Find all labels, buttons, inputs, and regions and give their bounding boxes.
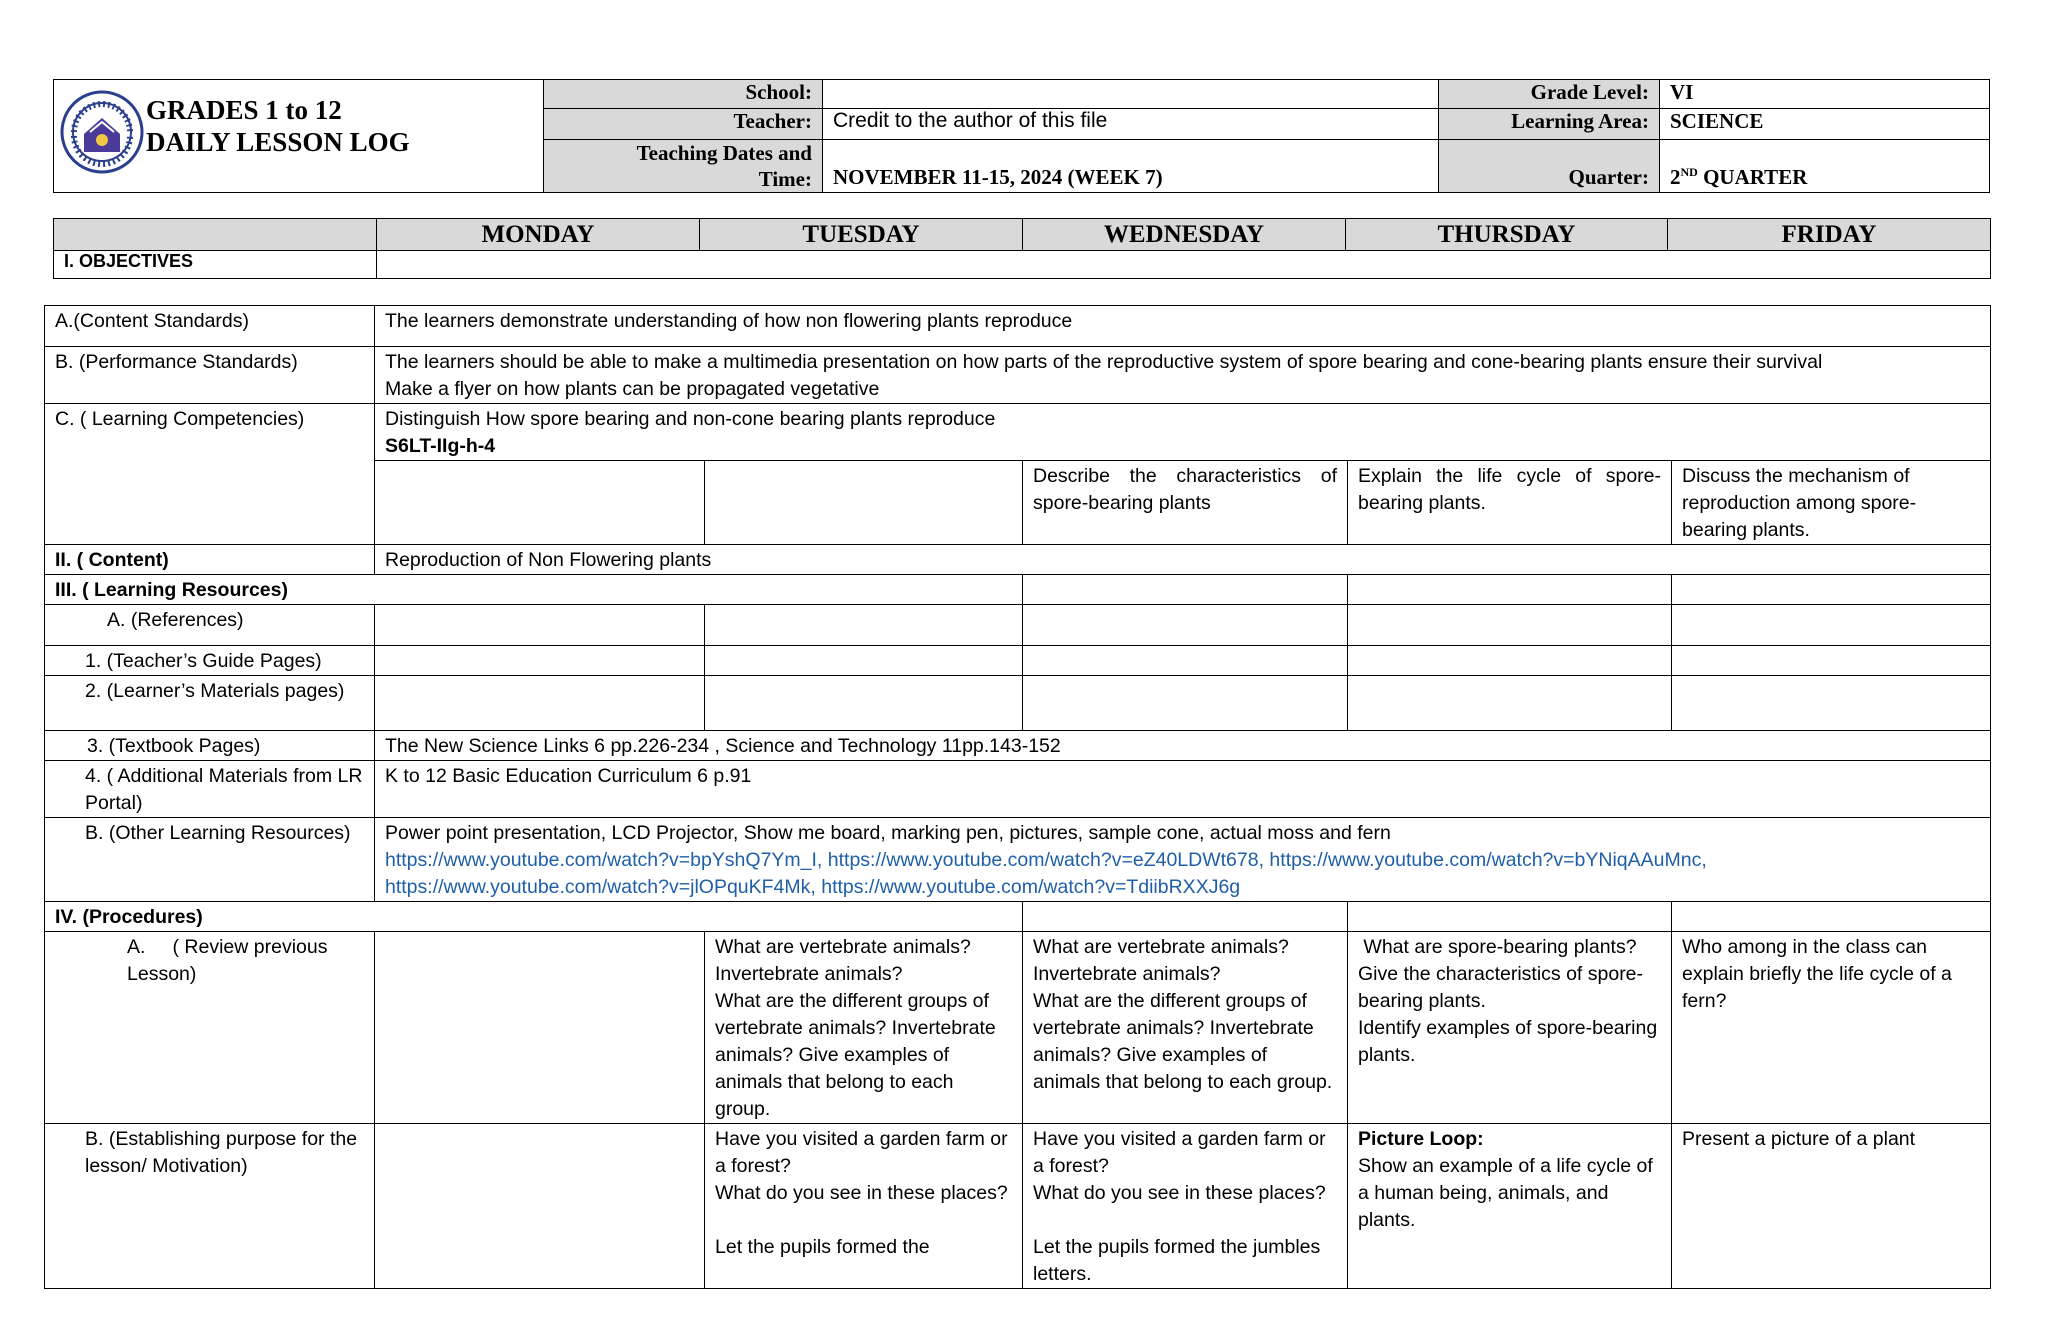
textbook-pages-value: The New Science Links 6 pp.226-234 , Science and Technology 11pp.143-152 bbox=[375, 731, 1991, 761]
review-lesson-label bbox=[45, 932, 375, 1124]
school-label: School: bbox=[544, 80, 823, 109]
grade-level-label: Grade Level: bbox=[1439, 80, 1660, 109]
quarter-number: 2 bbox=[1670, 165, 1681, 189]
lm-thursday bbox=[1348, 676, 1672, 731]
teaching-dates-value: NOVEMBER 11-15, 2024 (WEEK 7) bbox=[823, 140, 1439, 193]
learning-competency-text: Distinguish How spore bearing and non-cone bearing plants reproduce bbox=[385, 408, 996, 430]
content-standards-value: The learners demonstrate understanding of how non flowering plants reproduce bbox=[375, 306, 1991, 347]
day-thursday: THURSDAY bbox=[1346, 219, 1668, 251]
resources-friday-blank bbox=[1672, 575, 1991, 605]
quarter-word: QUARTER bbox=[1697, 165, 1808, 189]
other-resources-label: B. (Other Learning Resources) bbox=[45, 818, 375, 902]
day-monday: MONDAY bbox=[377, 219, 700, 251]
learning-competency-code: S6LT-IIg-h-4 bbox=[385, 435, 496, 457]
table-row bbox=[45, 545, 1991, 575]
tg-wednesday bbox=[1023, 646, 1348, 676]
review-thursday: What are spore-bearing plants? Give the characteristics of spore-bearing plants. Identify examples of spore-bearing plants. bbox=[1348, 932, 1672, 1124]
textbook-pages-label: 3. (Textbook Pages) bbox=[45, 731, 375, 761]
learning-area-value: SCIENCE bbox=[1660, 109, 1990, 140]
teachers-guide-label: 1. (Teacher’s Guide Pages) bbox=[45, 646, 375, 676]
days-table bbox=[53, 218, 1991, 279]
purpose-tuesday: Have you visited a garden farm or a forest? What do you see in these places? Let the pupils formed the bbox=[705, 1124, 1023, 1289]
performance-standards-value bbox=[375, 347, 1991, 404]
document-title bbox=[146, 94, 410, 158]
purpose-wednesday: Have you visited a garden farm or a forest? What do you see in these places? Let the pupils formed the jumbles letters. bbox=[1023, 1124, 1348, 1289]
teacher-value: Credit to the author of this file bbox=[823, 109, 1439, 140]
objectives-label: I. OBJECTIVES bbox=[54, 251, 377, 279]
purpose-friday: Present a picture of a plant bbox=[1672, 1124, 1991, 1289]
resources-thursday-blank bbox=[1023, 575, 1348, 605]
performance-standards-line-1: The learners should be able to make a multimedia presentation on how parts of the reproductive system of spore bearing and cone-bearing plants ensure their survival bbox=[385, 351, 1823, 373]
content-label: II. ( Content) bbox=[45, 545, 375, 575]
days-corner-cell bbox=[54, 219, 377, 251]
table-row bbox=[45, 347, 1991, 404]
review-friday: Who among in the class can explain briefly the life cycle of a fern? bbox=[1672, 932, 1991, 1124]
content-value: Reproduction of Non Flowering plants bbox=[375, 545, 1991, 575]
picture-loop-heading: Picture Loop: bbox=[1358, 1128, 1484, 1150]
table-row bbox=[45, 306, 1991, 347]
school-value bbox=[823, 80, 1439, 109]
additional-materials-label: 4. ( Additional Materials from LR Portal) bbox=[45, 761, 375, 818]
youtube-links-line-1[interactable]: https://www.youtube.com/watch?v=bpYshQ7Ym_I, https://www.youtube.com/watch?v=eZ40LDWt678, https://www.youtube.com/watch?v=bYNiqAAuMnc, bbox=[385, 849, 1707, 871]
tg-friday bbox=[1672, 646, 1991, 676]
procedures-label: IV. (Procedures) bbox=[45, 902, 1023, 932]
review-monday bbox=[375, 932, 705, 1124]
performance-standards-label: B. (Performance Standards) bbox=[45, 347, 375, 404]
establishing-purpose-label: B. (Establishing purpose for the lesson/ Motivation) bbox=[45, 1124, 375, 1289]
table-row bbox=[45, 404, 1991, 461]
purpose-monday bbox=[375, 1124, 705, 1289]
references-monday bbox=[375, 605, 705, 646]
references-tuesday bbox=[705, 605, 1023, 646]
quarter-value bbox=[1660, 140, 1990, 193]
quarter-suffix: ND bbox=[1680, 165, 1698, 179]
learners-materials-label: 2. (Learner’s Materials pages) bbox=[45, 676, 375, 731]
learning-area-label: Learning Area: bbox=[1439, 109, 1660, 140]
table-row bbox=[45, 575, 1991, 605]
competency-wednesday: Describe the characteristics of spore-bearing plants bbox=[1023, 461, 1348, 545]
table-row bbox=[45, 932, 1991, 1124]
purpose-thursday bbox=[1348, 1124, 1672, 1289]
deped-seal-icon bbox=[60, 90, 144, 174]
learning-competencies-label: C. ( Learning Competencies) bbox=[45, 404, 375, 545]
day-wednesday: WEDNESDAY bbox=[1023, 219, 1346, 251]
teaching-dates-label-2: Time: bbox=[758, 167, 812, 191]
lesson-log-table bbox=[44, 305, 1991, 1289]
lm-friday bbox=[1672, 676, 1991, 731]
teaching-dates-label-1: Teaching Dates and bbox=[636, 141, 812, 165]
table-row bbox=[45, 761, 1991, 818]
lm-monday bbox=[375, 676, 705, 731]
tg-monday bbox=[375, 646, 705, 676]
title-line-1: GRADES 1 to 12 bbox=[146, 95, 342, 125]
review-tuesday: What are vertebrate animals? Invertebrate animals? What are the different groups of vertebrate animals? Invertebrate animals? Give examples of animals that belong to each group. bbox=[705, 932, 1023, 1124]
table-row bbox=[45, 676, 1991, 731]
day-tuesday: TUESDAY bbox=[700, 219, 1023, 251]
table-row bbox=[45, 1124, 1991, 1289]
teaching-dates-label bbox=[544, 140, 823, 193]
title-line-2: DAILY LESSON LOG bbox=[146, 127, 410, 157]
other-resources-value bbox=[375, 818, 1991, 902]
learning-competencies-value bbox=[375, 404, 1991, 461]
procedures-thursday-blank bbox=[1348, 902, 1672, 932]
references-friday bbox=[1672, 605, 1991, 646]
table-row bbox=[45, 605, 1991, 646]
resources-wednesday-blank bbox=[1348, 575, 1672, 605]
table-row bbox=[45, 731, 1991, 761]
competency-monday bbox=[375, 461, 705, 545]
performance-standards-line-2: Make a flyer on how plants can be propagated vegetative bbox=[385, 378, 880, 400]
content-standards-label: A.(Content Standards) bbox=[45, 306, 375, 347]
youtube-links-line-2[interactable]: https://www.youtube.com/watch?v=jlOPquKF4Mk, https://www.youtube.com/watch?v=TdiibRXXJ6g bbox=[385, 876, 1241, 898]
grade-level-value: VI bbox=[1660, 80, 1990, 109]
review-lesson-label-text: A. ( Review previous Lesson) bbox=[127, 936, 333, 985]
table-row bbox=[45, 902, 1991, 932]
learning-resources-label: III. ( Learning Resources) bbox=[45, 575, 1023, 605]
additional-materials-value: K to 12 Basic Education Curriculum 6 p.91 bbox=[375, 761, 1991, 818]
other-resources-text: Power point presentation, LCD Projector, Show me board, marking pen, pictures, sample cone, actual moss and fern bbox=[385, 822, 1391, 844]
competency-friday: Discuss the mechanism of reproduction among spore-bearing plants. bbox=[1672, 461, 1991, 545]
day-friday: FRIDAY bbox=[1668, 219, 1991, 251]
tg-tuesday bbox=[705, 646, 1023, 676]
objectives-value bbox=[377, 251, 1991, 279]
teacher-label: Teacher: bbox=[544, 109, 823, 140]
references-wednesday bbox=[1023, 605, 1348, 646]
competency-tuesday bbox=[705, 461, 1023, 545]
references-label: A. (References) bbox=[45, 605, 375, 646]
lm-tuesday bbox=[705, 676, 1023, 731]
title-cell bbox=[54, 80, 544, 193]
review-wednesday: What are vertebrate animals? Invertebrate animals? What are the different groups of vertebrate animals? Invertebrate animals? Give examples of animals that belong to each group. bbox=[1023, 932, 1348, 1124]
procedures-friday-blank bbox=[1672, 902, 1991, 932]
quarter-label: Quarter: bbox=[1439, 140, 1660, 193]
references-thursday bbox=[1348, 605, 1672, 646]
picture-loop-text: Show an example of a life cycle of a human being, animals, and plants. bbox=[1358, 1155, 1653, 1231]
procedures-wednesday-blank bbox=[1023, 902, 1348, 932]
header-table bbox=[53, 79, 1990, 193]
tg-thursday bbox=[1348, 646, 1672, 676]
table-row bbox=[45, 818, 1991, 902]
table-row bbox=[45, 646, 1991, 676]
competency-thursday: Explain the life cycle of spore-bearing plants. bbox=[1348, 461, 1672, 545]
lm-wednesday bbox=[1023, 676, 1348, 731]
